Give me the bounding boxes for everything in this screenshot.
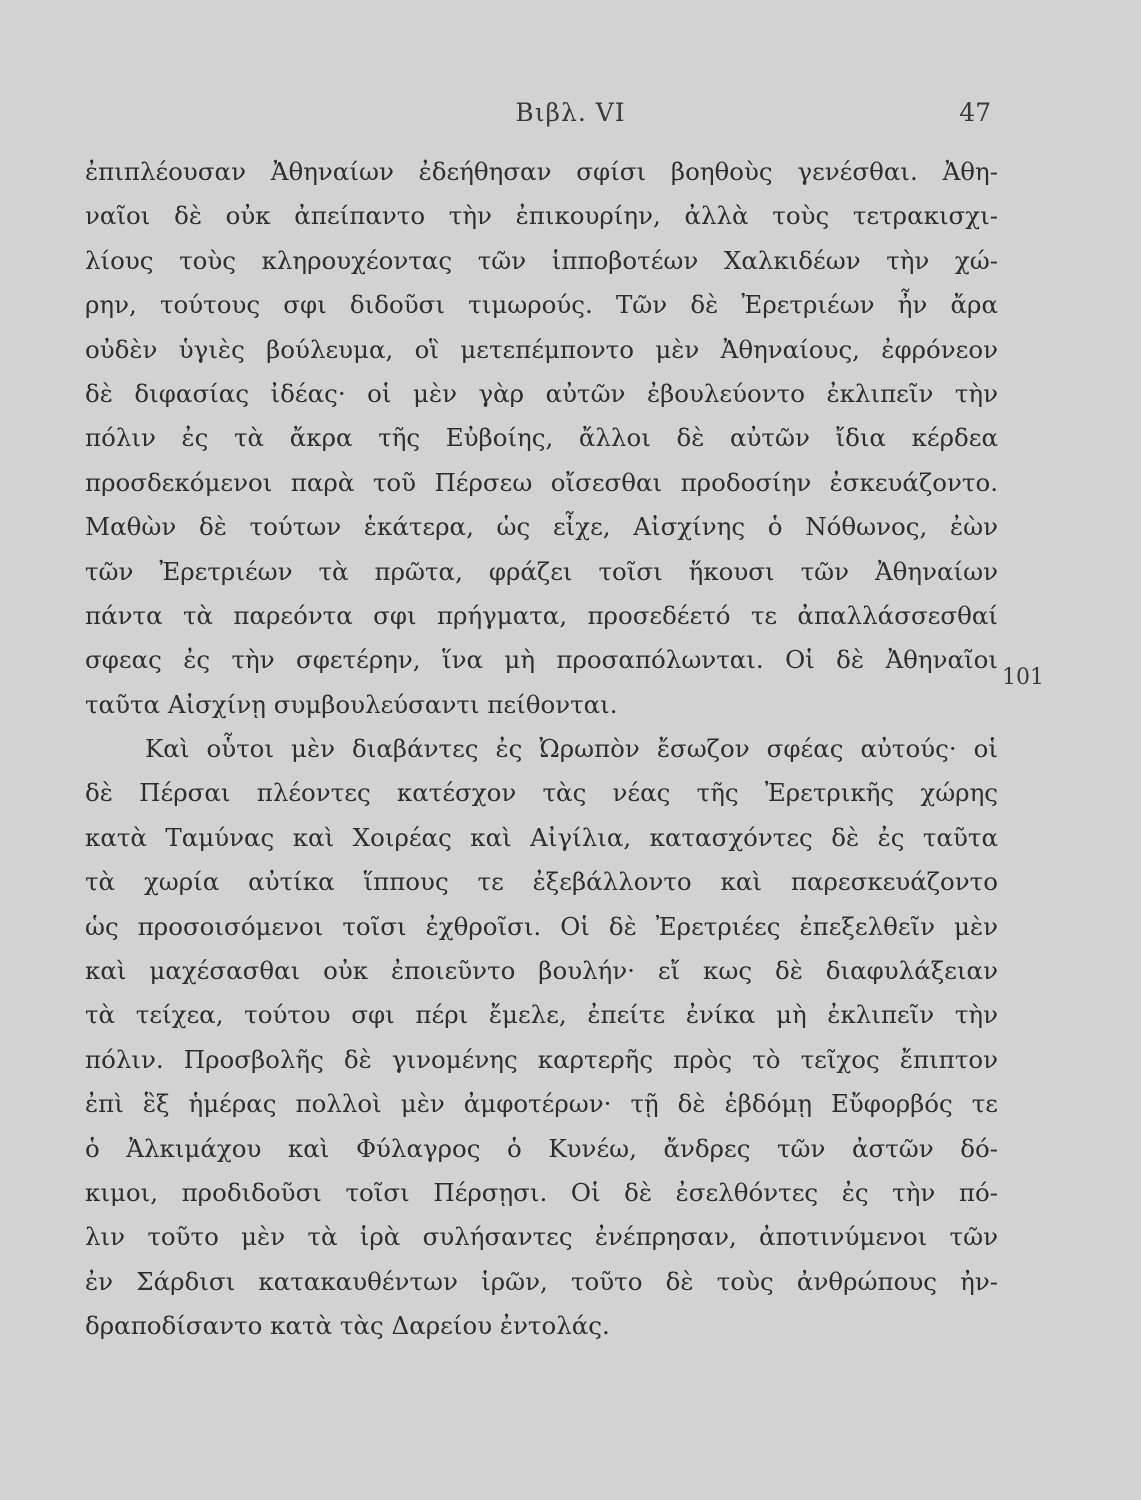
- text-line: ταῦτα Αἰσχίνῃ συμβουλεύσαντι πείθονται.: [85, 689, 618, 719]
- text-line: δραποδίσαντο κατὰ τὰς Δαρείου ἐντολάς.: [85, 1311, 610, 1341]
- text-line: οὐδὲν ὑγιὲς βούλευμα, οἳ μετεπέμποντο μὲν Ἀθηναίους, ἐφρόνεον: [85, 334, 998, 364]
- text-line: τὰ χωρία αὐτίκα ἵππους τε ἐξεβάλλοντο καὶ παρεσκευάζοντο: [85, 867, 998, 897]
- text-line: προσδεκόμενοι παρὰ τοῦ Πέρσεω οἴσεσθαι προδοσίην ἐσκευάζοντο.: [85, 467, 998, 497]
- text-line: πόλιν. Προσβολῆς δὲ γινομένης καρτερῆς πρὸς τὸ τεῖχος ἔπιπτον: [85, 1044, 998, 1074]
- text-line-paragraph-start: Καὶ οὗτοι μὲν διαβάντες ἐς Ὠρωπὸν ἔσωζον σφέας αὐτούς· οἱ: [145, 734, 998, 764]
- text-line: σφεας ἐς τὴν σφετέρην, ἵνα μὴ προσαπόλωνται. Οἱ δὲ Ἀθηναῖοι: [85, 645, 998, 675]
- text-line: ἐπὶ ἓξ ἡμέρας πολλοὶ μὲν ἀμφοτέρων· τῇ δὲ ἑβδόμῃ Εὔφορβός τε: [85, 1089, 998, 1119]
- text-line: πάντα τὰ παρεόντα σφι πρήγματα, προσεδέετό τε ἀπαλλάσσεσθαί: [85, 600, 998, 630]
- text-line: τῶν Ἐρετριέων τὰ πρῶτα, φράζει τοῖσι ἥκουσι τῶν Ἀθηναίων: [85, 556, 998, 586]
- text-line: κιμοι, προδιδοῦσι τοῖσι Πέρσῃσι. Οἱ δὲ ἐσελθόντες ἐς τὴν πό-: [85, 1177, 998, 1207]
- text-line: τὰ τείχεα, τούτου σφι πέρι ἔμελε, ἐπείτε ἐνίκα μὴ ἐκλιπεῖν τὴν: [85, 1000, 998, 1030]
- page-header: [0, 98, 1141, 138]
- text-line: ἐν Σάρδισι κατακαυθέντων ἱρῶν, τοῦτο δὲ τοὺς ἀνθρώπους ἠν-: [85, 1266, 998, 1296]
- text-line: ναῖοι δὲ οὐκ ἀπείπαντο τὴν ἐπικουρίην, ἀλλὰ τοὺς τετρακισχι-: [85, 201, 998, 231]
- running-head: Βιβλ. VI: [515, 98, 626, 127]
- text-line: Μαθὼν δὲ τούτων ἑκάτερα, ὡς εἶχε, Αἰσχίνης ὁ Νόθωνος, ἐὼν: [85, 512, 998, 542]
- text-line: κατὰ Ταμύνας καὶ Χοιρέας καὶ Αἰγίλια, κατασχόντες δὲ ἐς ταῦτα: [85, 822, 998, 852]
- body-text: [85, 150, 998, 1349]
- text-line: λιν τοῦτο μὲν τὰ ἱρὰ συλήσαντες ἐνέπρησαν, ἀποτινύμενοι τῶν: [85, 1222, 998, 1252]
- section-number-margin-note: 101: [1002, 665, 1044, 690]
- text-line: ἐπιπλέουσαν Ἀθηναίων ἐδεήθησαν σφίσι βοηθοὺς γενέσθαι. Ἀθη-: [85, 157, 998, 186]
- text-line: λίους τοὺς κληρουχέοντας τῶν ἱπποβοτέων Χαλκιδέων τὴν χώ-: [85, 245, 998, 275]
- text-line: καὶ μαχέσασθαι οὐκ ἐποιεῦντο βουλήν· εἴ κως δὲ διαφυλάξειαν: [85, 956, 998, 986]
- text-line: δὲ διφασίας ἰδέας· οἱ μὲν γὰρ αὐτῶν ἐβουλεύοντο ἐκλιπεῖν τὴν: [85, 378, 998, 408]
- text-line: δὲ Πέρσαι πλέοντες κατέσχον τὰς νέας τῆς Ἐρετρικῆς χώρης: [85, 778, 998, 808]
- text-line: ὁ Ἀλκιμάχου καὶ Φύλαγρος ὁ Κυνέω, ἄνδρες τῶν ἀστῶν δό-: [85, 1133, 998, 1163]
- text-line: πόλιν ἐς τὰ ἄκρα τῆς Εὐβοίης, ἄλλοι δὲ αὐτῶν ἴδια κέρδεα: [85, 423, 998, 453]
- text-line: ρην, τούτους σφι διδοῦσι τιμωρούς. Τῶν δὲ Ἐρετριέων ἦν ἄρα: [85, 290, 998, 320]
- page-number: 47: [959, 98, 991, 127]
- text-line: ὡς προσοισόμενοι τοῖσι ἐχθροῖσι. Οἱ δὲ Ἐρετριέες ἐπεξελθεῖν μὲν: [85, 911, 998, 941]
